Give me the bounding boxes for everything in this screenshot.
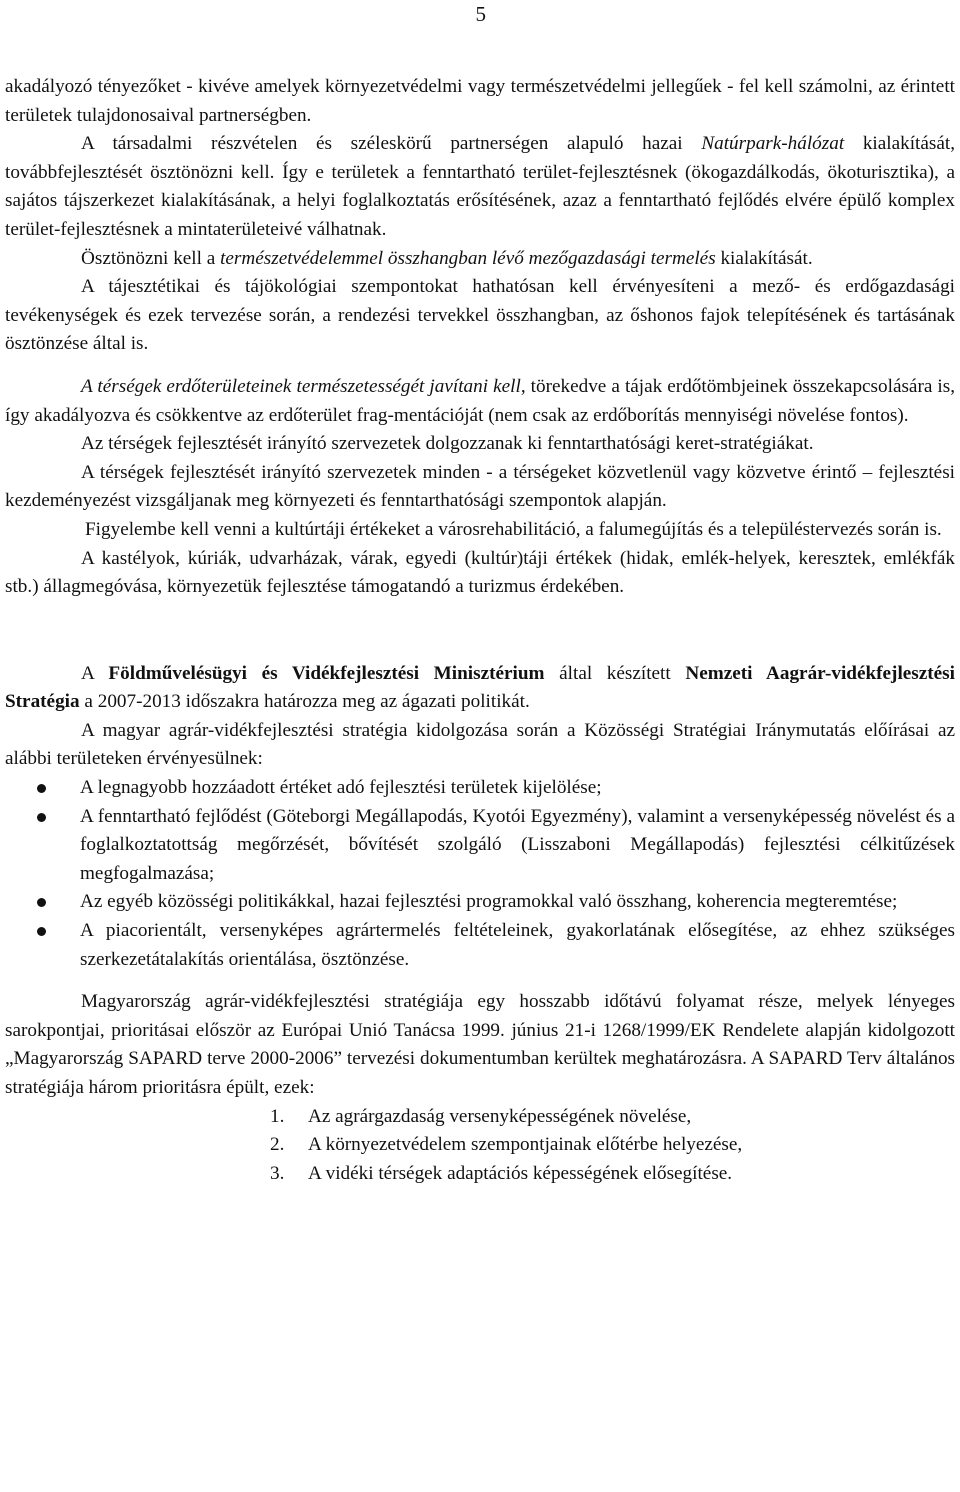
paragraph-2-emphasis: Natúrpark-hálózat: [701, 133, 845, 155]
paragraph-11: A magyar agrár-vidékfejlesztési stratégia kidolgozása során a Közösségi Stratégiai Iránymutatás előírásai az alábbi területeken érvényesülnek:: [5, 719, 955, 770]
strategy-name: Nemzeti Aagrár-vidékfejlesztési Stratégia: [5, 662, 955, 713]
paragraph-5: [5, 373, 955, 430]
list-item: [5, 803, 955, 889]
bullet-list: [5, 774, 955, 974]
list-item: [5, 1160, 955, 1189]
list-item-number: 1.: [270, 1105, 285, 1127]
paragraph-10-text-e: a 2007-2013 időszakra határozza meg az ágazati politikát.: [79, 691, 530, 713]
paragraph-1: akadályozó tényezőket - kivéve amelyek környezetvédelmi vagy természetvédelmi jellegűek - fel kell számolni, az érintett területek tulajdonosaival partnerségben.: [5, 76, 955, 126]
paragraph-5-text-b: , törekedve a tájak erdőtömbjeinek összekapcsolására is, így akadályozva és csökkentve az erdőterület frag-mentációját (nem csak az erdőborítás mennyiségi növelése fontos).: [5, 375, 955, 426]
paragraph-10-text-c: által készített: [544, 662, 686, 684]
numbered-list: [5, 1103, 955, 1189]
bullet-icon: [37, 813, 46, 822]
list-item: [5, 1103, 955, 1132]
paragraph-3: [5, 245, 955, 274]
paragraph-10: [5, 660, 955, 717]
list-item-text: Az egyéb közösségi politikákkal, hazai fejlesztési programokkal való összhang, koherencia megteremtése;: [80, 891, 898, 913]
list-item-text: Az agrárgazdaság versenyképességének növelése,: [308, 1105, 692, 1127]
paragraph-4: A tájesztétikai és tájökológiai szempontokat hathatósan kell érvényesíteni a mező- és erdőgazdasági tevékenységek és ezek tervezése során, a rendezési tervekkel összhangban, az őshonos fajok telepítésének és tartásának ösztönzése által is.: [5, 276, 955, 355]
list-item: [5, 774, 955, 803]
paragraph-12: Magyarország agrár-vidékfejlesztési stratégiája egy hosszabb időtávú folyamat része, melyek lényeges sarokpontjai, prioritásai először az Európai Unió Tanácsa 1999. június 21-i 1268/1999/EK Rendelete alapján kidolgozott „Magyarország SAPARD terve 2000-2006” tervezési dokumentumban kerültek meghatározásra. A SAPARD Terv általános stratégiája három prioritásra épült, ezek:: [5, 991, 955, 1098]
paragraph-2-text-c: kialakítását, továbbfejlesztését ösztönözni kell. Így e területek a fenntartható terület-fejlesztésnek (ökogazdálkodás, ökoturisztika), a sajátos tájszerkezet kialakításának, a helyi foglalkoztatás erősítésének, azaz a fenntartható fejlődés elvére épülő komplex terület-fejlesztésnek a mintaterületeivé válhatnak.: [5, 133, 956, 240]
list-item-text: A környezetvédelem szempontjainak előtérbe helyezése,: [308, 1134, 743, 1156]
ministry-name: Földművelésügyi és Vidékfejlesztési Minisztérium: [108, 662, 545, 684]
page-number: 5: [475, 2, 486, 26]
paragraph-5-emphasis: A térségek erdőterületeinek természetességét javítani kell: [81, 375, 521, 397]
list-item-text: A vidéki térségek adaptációs képességének elősegítése.: [308, 1162, 733, 1184]
paragraph-9: A kastélyok, kúriák, udvarházak, várak, egyedi (kultúr)táji értékek (hidak, emlék-helyek, keresztek, emlékfák stb.) állagmegóvása, környezetük fejlesztése támogatandó a turizmus érdekében.: [5, 547, 955, 598]
bullet-icon: [37, 898, 46, 907]
list-item-number: 2.: [270, 1134, 285, 1156]
paragraph-2: [5, 130, 955, 244]
bullet-icon: [37, 784, 46, 793]
list-item: [5, 1131, 955, 1160]
list-item: [5, 917, 955, 974]
paragraph-3-text-c: kialakítását.: [715, 247, 813, 269]
list-item-number: 3.: [270, 1162, 285, 1184]
paragraph-8: Figyelembe kell venni a kultúrtáji értékeket a városrehabilitáció, a falumegújítás és a településtervezés során is.: [85, 518, 942, 540]
list-item-text: A legnagyobb hozzáadott értéket adó fejlesztési területek kijelölése;: [80, 777, 602, 799]
paragraph-7: A térségek fejlesztését irányító szervezetek minden - a térségeket közvetlenül vagy közvetve érintő – fejlesztési kezdeményezést vizsgáljanak meg környezeti és fenntarthatósági szempontok alapján.: [5, 461, 955, 512]
paragraph-2-text-a: A társadalmi részvételen és széleskörű partnerségen alapuló hazai: [81, 133, 702, 155]
list-item-text: A piacorientált, versenyképes agrártermelés feltételeinek, gyakorlatának elősegítése, az ehhez szükséges szerkezetátalakítás orientálása, ösztönzése.: [80, 920, 955, 970]
paragraph-3-emphasis: természetvédelemmel összhangban lévő mezőgazdasági termelés: [220, 247, 716, 269]
paragraph-10-text-a: A: [81, 662, 109, 684]
list-item: [5, 888, 955, 917]
paragraph-6: Az térségek fejlesztését irányító szervezetek dolgozzanak ki fenntarthatósági keret-stratégiákat.: [81, 433, 814, 455]
paragraph-3-text-a: Ösztönözni kell a: [81, 247, 221, 269]
document-body: [5, 73, 955, 1188]
bullet-icon: [37, 927, 46, 936]
list-item-text: A fenntartható fejlődést (Göteborgi Megállapodás, Kyotói Egyezmény), valamint a versenyképesség növelést és a foglalkoztatottság megőrzését, bővítését szolgáló (Lisszaboni Megállapodás) fejlesztési célkitűzések megfogalmazása;: [80, 805, 955, 884]
